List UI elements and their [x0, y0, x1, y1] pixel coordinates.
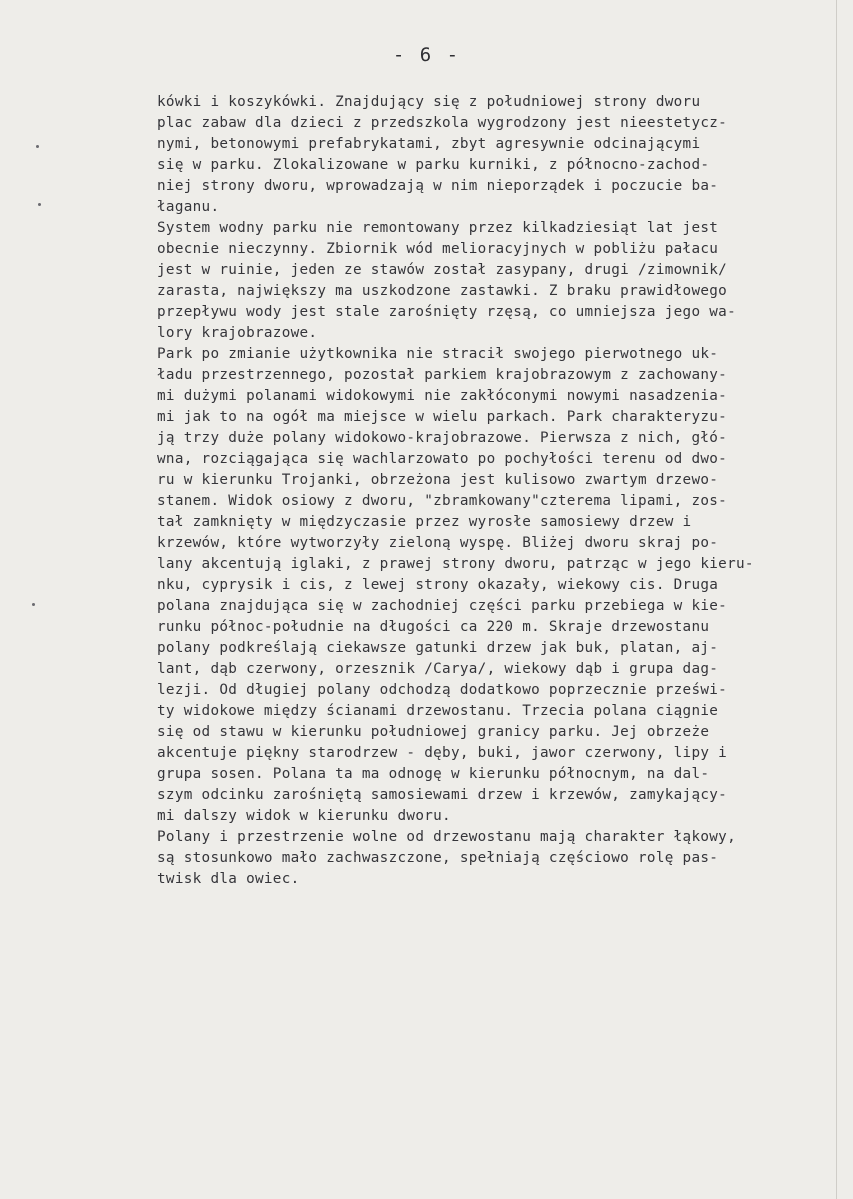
text-line: Park po zmianie użytkownika nie stracił swojego pierwotnego uk-: [157, 346, 719, 362]
page-number: - 6 -: [392, 44, 461, 66]
text-line: runku północ-południe na długości ca 220 m. Skraje drzewostanu: [157, 619, 710, 635]
text-line: jest w ruinie, jeden ze stawów został zasypany, drugi /zimownik/: [157, 262, 728, 278]
text-line: ru w kierunku Trojanki, obrzeżona jest kulisowo zwartym drzewo-: [157, 472, 719, 488]
text-line: ją trzy duże polany widokowo-krajobrazowe. Pierwsza z nich, głó-: [157, 430, 728, 446]
text-line: zarasta, największy ma uszkodzone zastawki. Z braku prawidłowego: [157, 283, 728, 299]
text-line: twisk dla owiec.: [157, 871, 300, 887]
text-line: System wodny parku nie remontowany przez kilkadziesiąt lat jest: [157, 220, 719, 236]
text-line: grupa sosen. Polana ta ma odnogę w kierunku północnym, na dal-: [157, 766, 710, 782]
text-line: plac zabaw dla dzieci z przedszkola wygrodzony jest nieestetycz-: [157, 115, 728, 131]
text-line: akcentuje piękny starodrzew - dęby, buki, jawor czerwony, lipy i: [157, 745, 728, 761]
text-line: nku, cyprysik i cis, z lewej strony okazały, wiekowy cis. Druga: [157, 577, 719, 593]
text-line: lant, dąb czerwony, orzesznik /Carya/, wiekowy dąb i grupa dag-: [157, 661, 719, 677]
text-line: mi dalszy widok w kierunku dworu.: [157, 808, 451, 824]
text-line: obecnie nieczynny. Zbiornik wód melioracyjnych w pobliżu pałacu: [157, 241, 719, 257]
text-line: przepływu wody jest stale zarośnięty rzęsą, co umniejsza jego wa-: [157, 304, 736, 320]
margin-mark: [38, 203, 41, 206]
text-line: polany podkreślają ciekawsze gatunki drzew jak buk, platan, aj-: [157, 640, 719, 656]
text-line: lezji. Od długiej polany odchodzą dodatkowo poprzecznie prześwi-: [157, 682, 728, 698]
text-line: stanem. Widok osiowy z dworu, "zbramkowany"czterema lipami, zos-: [157, 493, 728, 509]
margin-mark: [36, 145, 39, 148]
text-line: tał zamknięty w międzyczasie przez wyrosłe samosiewy drzew i: [157, 514, 692, 530]
text-line: lany akcentują iglaki, z prawej strony dworu, patrząc w jego kieru-: [157, 556, 754, 572]
text-line: się w parku. Zlokalizowane w parku kurniki, z północno-zachod-: [157, 157, 710, 173]
body-text: [157, 92, 837, 890]
text-line: mi jak to na ogół ma miejsce w wielu parkach. Park charakteryzu-: [157, 409, 728, 425]
text-line: się od stawu w kierunku południowej granicy parku. Jej obrzeże: [157, 724, 710, 740]
text-line: szym odcinku zarośniętą samosiewami drzew i krzewów, zamykający-: [157, 787, 728, 803]
text-line: wna, rozciągająca się wachlarzowato po pochyłości terenu od dwo-: [157, 451, 728, 467]
text-line: niej strony dworu, wprowadzają w nim nieporządek i poczucie ba-: [157, 178, 719, 194]
margin-mark: [32, 603, 35, 606]
text-line: łaganu.: [157, 199, 220, 215]
text-line: polana znajdująca się w zachodniej części parku przebiega w kie-: [157, 598, 728, 614]
text-line: kówki i koszykówki. Znajdujący się z południowej strony dworu: [157, 94, 701, 110]
text-line: lory krajobrazowe.: [157, 325, 318, 341]
text-line: nymi, betonowymi prefabrykatami, zbyt agresywnie odcinającymi: [157, 136, 701, 152]
text-line: są stosunkowo mało zachwaszczone, spełniają częściowo rolę pas-: [157, 850, 719, 866]
text-line: krzewów, które wytworzyły zieloną wyspę. Bliżej dworu skraj po-: [157, 535, 719, 551]
text-line: ładu przestrzennego, pozostał parkiem krajobrazowym z zachowany-: [157, 367, 728, 383]
text-line: ty widokowe między ścianami drzewostanu. Trzecia polana ciągnie: [157, 703, 719, 719]
text-line: Polany i przestrzenie wolne od drzewostanu mają charakter łąkowy,: [157, 829, 736, 845]
text-line: mi dużymi polanami widokowymi nie zakłóconymi nowymi nasadzenia-: [157, 388, 728, 404]
